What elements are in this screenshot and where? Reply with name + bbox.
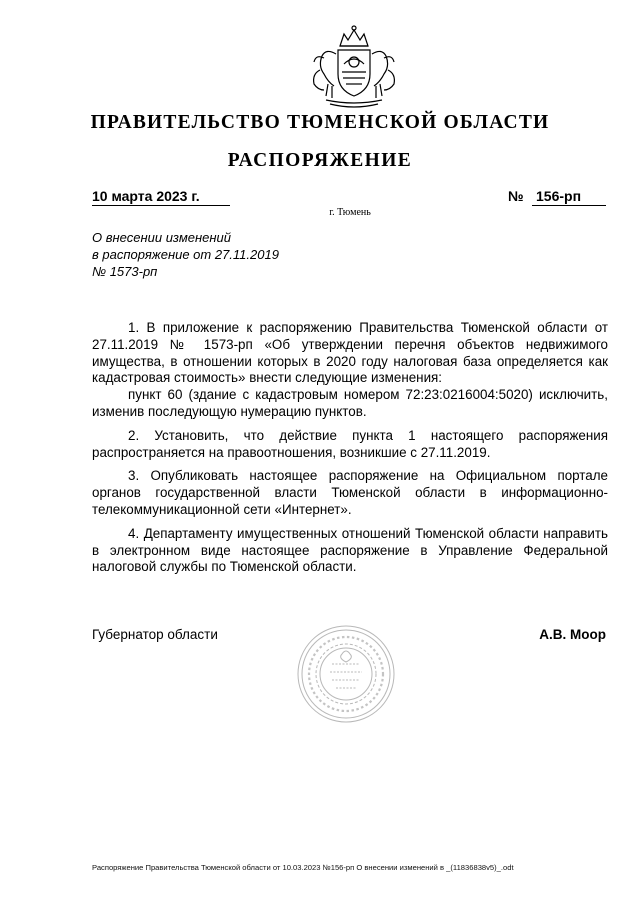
- official-seal-icon: [296, 624, 396, 724]
- subject-line-1: О внесении изменений: [92, 230, 231, 245]
- document-body: [92, 320, 608, 583]
- paragraph-1: 1. В приложение к распоряжению Правительства Тюменской области от 27.11.2019 № 1573-рп «Об утверждении перечня объектов недвижимого имущества, в отношении которых в 2020 году налоговая база определяется как кадастровая стоимость» внести следующие изменения:: [92, 320, 608, 386]
- document-subject: [92, 229, 332, 280]
- signatory-name: А.В. Моор: [539, 627, 606, 642]
- subject-line-2: в распоряжение от 27.11.2019: [92, 247, 279, 262]
- paragraph-1-item: пункт 60 (здание с кадастровым номером 72:23:0216004:5020) исключить, изменив последующую нумерацию пунктов.: [92, 387, 608, 419]
- document-type: РАСПОРЯЖЕНИЕ: [227, 150, 413, 171]
- paragraph-4: 4. Департаменту имущественных отношений Тюменской области направить в электронном виде настоящее распоряжение в Управление Федеральной налоговой службы по Тюменской области.: [92, 525, 608, 575]
- document-number: [508, 188, 606, 206]
- signatory-position: Губернатор области: [92, 627, 218, 642]
- city: г. Тюмень: [329, 207, 371, 218]
- subject-line-3: № 1573-рп: [92, 264, 158, 279]
- number-value: 156-рп: [532, 188, 606, 206]
- document-footer: Распоряжение Правительства Тюменской области от 10.03.2023 №156-рп О внесении изменений в _(11836838v5)_.odt: [92, 863, 514, 872]
- government-title: ПРАВИТЕЛЬСТВО ТЮМЕНСКОЙ ОБЛАСТИ: [90, 112, 550, 133]
- paragraph-2: 2. Установить, что действие пункта 1 настоящего распоряжения распространяется на правоотношения, возникшие с 27.11.2019.: [92, 427, 608, 460]
- paragraph-3: 3. Опубликовать настоящее распоряжение на Официальном портале органов государственной власти Тюменской области в информационно-телекоммуникационной сети «Интернет».: [92, 468, 608, 517]
- document-date: 10 марта 2023 г.: [92, 188, 230, 206]
- tyumen-coat-of-arms-icon: [300, 24, 408, 108]
- number-sign: №: [508, 188, 524, 204]
